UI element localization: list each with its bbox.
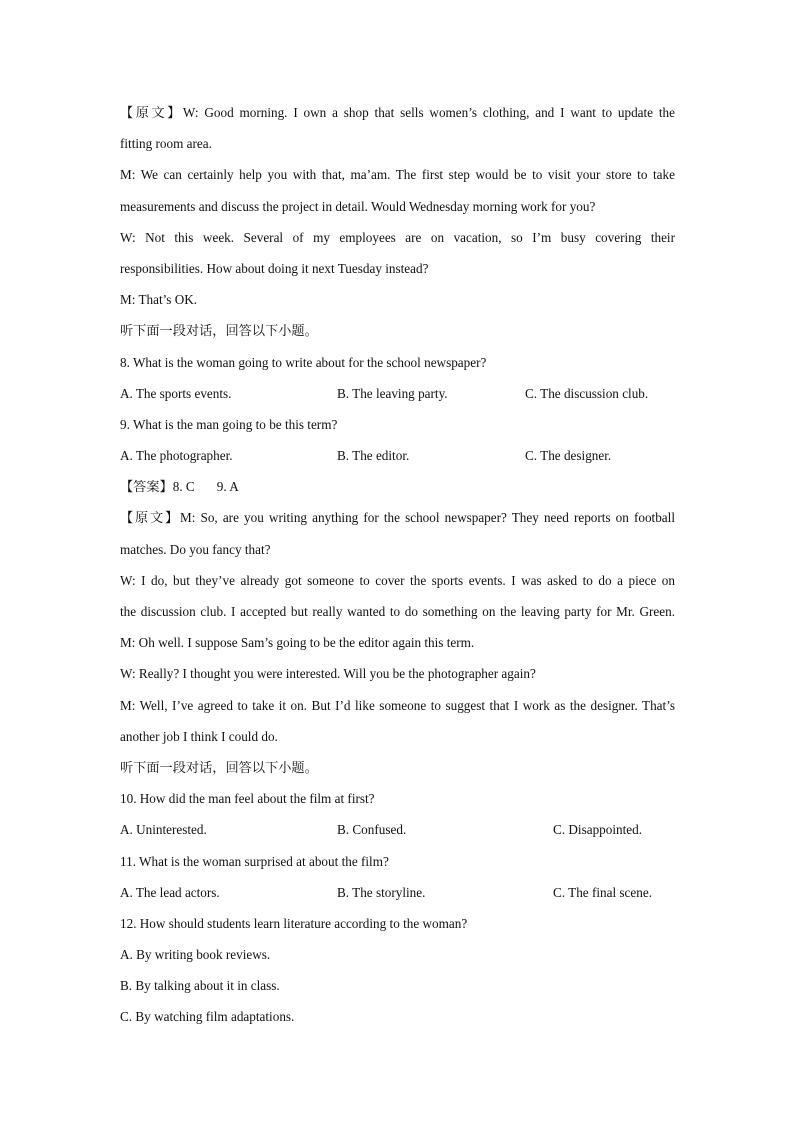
- section-intro: 听下面一段对话，回答以下小题。: [120, 759, 318, 775]
- transcript-line: 【原文】W: Good morning. I own a shop that sells women’s clothing, and I want to update the: [120, 105, 675, 120]
- options-10: [120, 814, 675, 845]
- option-b: B. Confused.: [337, 822, 407, 838]
- question-9: 9. What is the man going to be this term?: [120, 416, 338, 432]
- options-8: [120, 378, 675, 409]
- option-c: C. The designer.: [525, 448, 612, 464]
- option-b: B. The leaving party.: [337, 385, 448, 401]
- option-b: B. The editor.: [337, 448, 410, 464]
- option-c: C. The discussion club.: [525, 385, 649, 401]
- answer-line: [120, 471, 675, 502]
- option-a: A. The photographer.: [120, 448, 233, 464]
- option-a: A. By writing book reviews.: [120, 947, 271, 963]
- document-page: [120, 97, 675, 1033]
- options-9: [120, 440, 675, 471]
- transcript-line: M: Well, I’ve agreed to take it on. But I’d like someone to suggest that I work as the designer. That’s: [120, 697, 675, 713]
- question-12: 12. How should students learn literature according to the woman?: [120, 915, 468, 931]
- option-c: C. The final scene.: [553, 884, 652, 900]
- transcript-line: M: That’s OK.: [120, 292, 198, 308]
- option-b: B. By talking about it in class.: [120, 978, 280, 994]
- transcript-line: another job I think I could do.: [120, 728, 278, 744]
- option-b: B. The storyline.: [337, 884, 426, 900]
- section-intro: 听下面一段对话，回答以下小题。: [120, 323, 318, 339]
- transcript-line: W: Not this week. Several of my employees are on vacation, so I’m busy covering their: [120, 229, 675, 245]
- option-c: C. By watching film adaptations.: [120, 1009, 295, 1025]
- transcript-line: responsibilities. How about doing it next Tuesday instead?: [120, 260, 429, 276]
- answer-label: 【答案】8. C: [120, 479, 195, 495]
- transcript-line: measurements and discuss the project in detail. Would Wednesday morning work for you?: [120, 198, 596, 214]
- transcript-line: W: Really? I thought you were interested. Will you be the photographer again?: [120, 666, 536, 682]
- option-a: A. Uninterested.: [120, 822, 207, 838]
- transcript-line: W: I do, but they’ve already got someone to cover the sports events. I was asked to do a piece on: [120, 572, 675, 588]
- option-a: A. The lead actors.: [120, 884, 220, 900]
- transcript-line: 【原文】M: So, are you writing anything for the school newspaper? They need reports on football: [120, 510, 675, 526]
- transcript-line: fitting room area.: [120, 136, 212, 152]
- transcript-line: M: We can certainly help you with that, ma’am. The first step would be to visit your store to take: [120, 167, 675, 183]
- option-a: A. The sports events.: [120, 385, 232, 401]
- transcript-line: matches. Do you fancy that?: [120, 541, 271, 557]
- question-10: 10. How did the man feel about the film at first?: [120, 791, 375, 807]
- transcript-line: M: Oh well. I suppose Sam’s going to be the editor again this term.: [120, 635, 475, 651]
- option-c: C. Disappointed.: [553, 822, 643, 838]
- question-8: 8. What is the woman going to write about for the school newspaper?: [120, 354, 487, 370]
- answer-second: 9. A: [216, 479, 239, 495]
- question-11: 11. What is the woman surprised at about the film?: [120, 853, 389, 869]
- options-11: [120, 877, 675, 908]
- transcript-line: the discussion club. I accepted but really wanted to do something on the leaving party for Mr. Green.: [120, 604, 675, 619]
